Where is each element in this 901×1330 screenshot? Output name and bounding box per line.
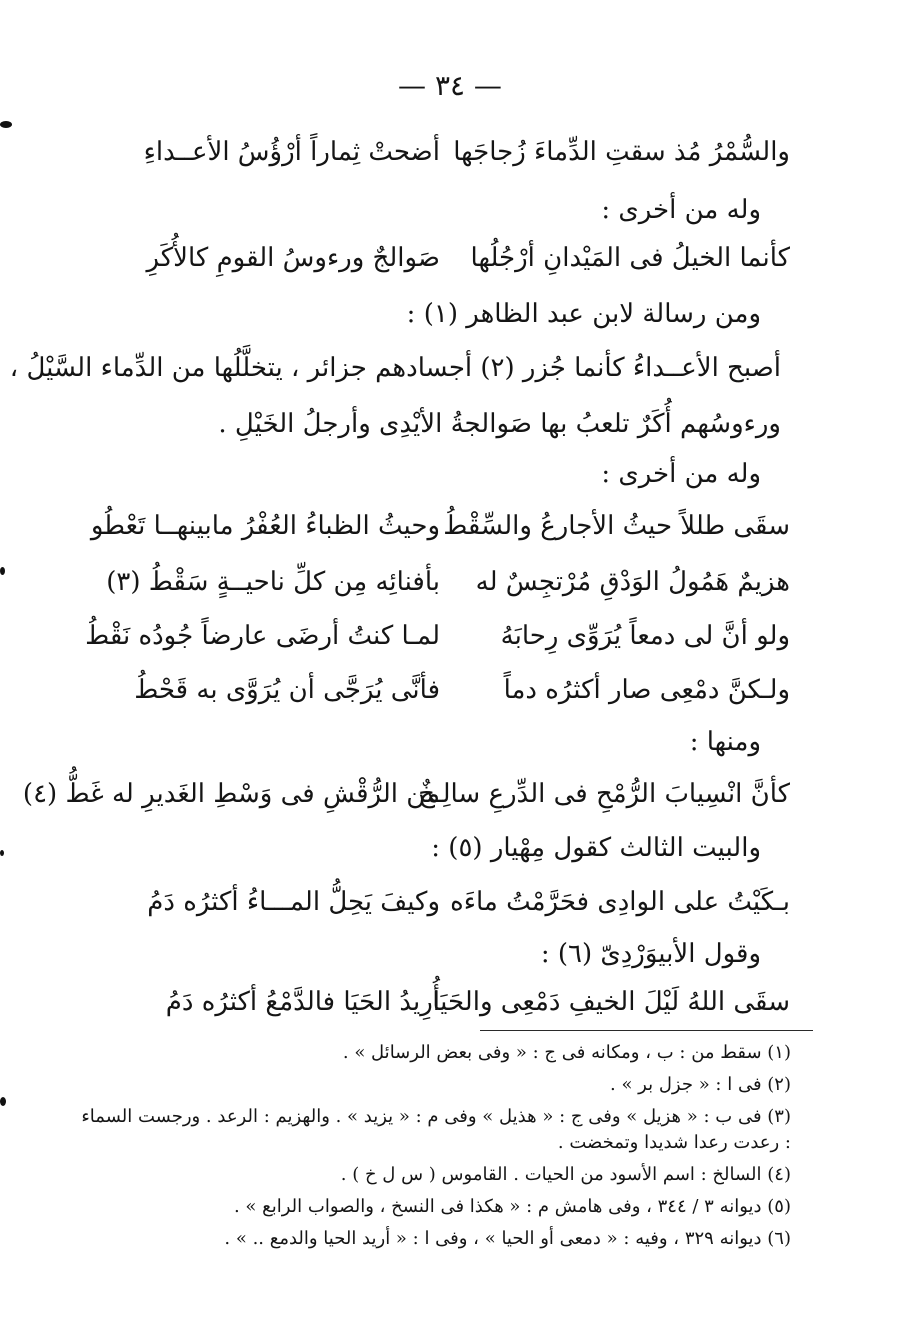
scan-speck (0, 850, 4, 856)
verse-second-hemistich: وكيفَ يَحِلُّ المـــاءُ أكثرُه دَمُ (147, 887, 440, 917)
verse-line (100, 880, 790, 924)
section-heading: وله من أخرى : (601, 459, 761, 489)
footnote: (٤) السالخ : اسم الأسود من الحيات . القاموس ( س ل خ ) . (340, 1164, 791, 1185)
verse-line (85, 614, 790, 658)
verse-first-hemistich: والسُّمْرُ مُذ سقتِ الدِّماءَ زُجاجَها (453, 137, 790, 167)
prose-line: ورءوسُهم أُكَرٌ تلعبُ بها صَوالجةُ الأيْدِى وأرجلُ الخَيْلِ . (218, 409, 781, 439)
verse-first-hemistich: كأنما الخيلُ فى المَيْدانِ أرْجُلُها (470, 243, 790, 273)
verse-second-hemistich: من الرُّقْشِ فى وَسْطِ الغَديرِ له غَطُّ (٤) (22, 779, 440, 809)
footnote: (٢) فى ا : « جزل بر » . (610, 1074, 791, 1095)
section-heading: وله من أخرى : (601, 195, 761, 225)
verse-first-hemistich: ولـكنَّ دمْعِى صار أكثرُه دماً (503, 675, 790, 705)
verse-first-hemistich: ولو أنَّ لى دمعاً يُرَوِّى رِحابَهُ (500, 621, 790, 651)
footnote: (١) سقط من : ب ، ومكانه فى ج : « وفى بعض الرسائل » . (342, 1042, 791, 1063)
verse-second-hemistich: وحيثُ الظباءُ العُفْرُ مابينهــا تَعْطُو (90, 511, 440, 541)
verse-line (90, 504, 790, 548)
scan-speck (0, 567, 5, 575)
footnote: (٥) ديوانه ٣ / ٣٤٤ ، وفى هامش م : « هكذا فى النسخ ، والصواب الرابع » . (233, 1196, 791, 1217)
verse-line (100, 236, 790, 280)
scan-speck (0, 121, 12, 128)
verse-first-hemistich: سقَى اللهُ لَيْلَ الخيفِ دَمْعِى والحَيَا (432, 987, 790, 1017)
verse-line (100, 668, 790, 712)
verse-first-hemistich: سقَى طللاً حيثُ الأجارعُ والسِّقْطُ (443, 511, 790, 541)
footnote: (٣) فى ب : « هزيل » وفى ج : « هذيل » وفى م : « يزيد » . والهزيم : الرعد . ورجست السماء : رعدت رعدا شديدا وتمخضت . (81, 1106, 791, 1153)
verse-first-hemistich: كأنَّ انْسِيابَ الرُّمْحِ فى الدِّرعِ سالِـخٌ (418, 779, 790, 809)
section-heading: ومنها : (689, 727, 761, 757)
verse-first-hemistich: هزيمٌ هَمُولُ الوَدْقِ مُرْتجِسٌ له (475, 567, 790, 597)
section-heading: والبيت الثالث كقول مِهْيار (٥) : (431, 833, 761, 863)
section-heading: وقول الأبيوَرْدِىّ (٦) : (540, 939, 761, 969)
verse-second-hemistich: أُرِيدُ الحَيَا فالدَّمْعُ أكثرُه دَمُ (165, 987, 440, 1017)
footnote-separator (480, 1030, 813, 1031)
prose-line: أصبح الأعــداءُ كأنما جُزر (٢) أجسادهم جزائر ، يتخلَّلُها من الدِّماء السَّيْلُ ، (9, 353, 781, 383)
verse-line (22, 772, 790, 816)
page-number: — ٣٤ — (398, 69, 502, 102)
verse-second-hemistich: صَوالجٌ ورءوسُ القومِ كالأُكَرِ (146, 243, 440, 273)
verse-second-hemistich: أضحتْ ثِماراً أرْؤُسُ الأعــداءِ (143, 137, 440, 167)
footnote: (٦) ديوانه ٣٢٩ ، وفيه : « دمعى أو الحيا » ، وفى ا : « أريد الحيا والدمع .. » . (224, 1228, 791, 1249)
verse-line (100, 130, 790, 174)
verse-line (100, 560, 790, 604)
verse-second-hemistich: فأنَّى يُرَجَّى أن يُرَوَّى به قَحْطُ (134, 675, 440, 705)
verse-second-hemistich: لمـا كنتُ أرضَى عارضاً جُودُه نَقْطُ (85, 621, 440, 651)
section-heading: ومن رسالة لابن عبد الظاهر (١) : (406, 299, 761, 329)
verse-line (100, 980, 790, 1024)
verse-second-hemistich: بأفنائِه مِن كلِّ ناحيــةٍ سَقْطُ (٣) (106, 567, 440, 597)
scan-speck (0, 1097, 6, 1106)
verse-first-hemistich: بـكَيْتُ على الوادِى فحَرَّمْتُ ماءَه (450, 887, 790, 917)
